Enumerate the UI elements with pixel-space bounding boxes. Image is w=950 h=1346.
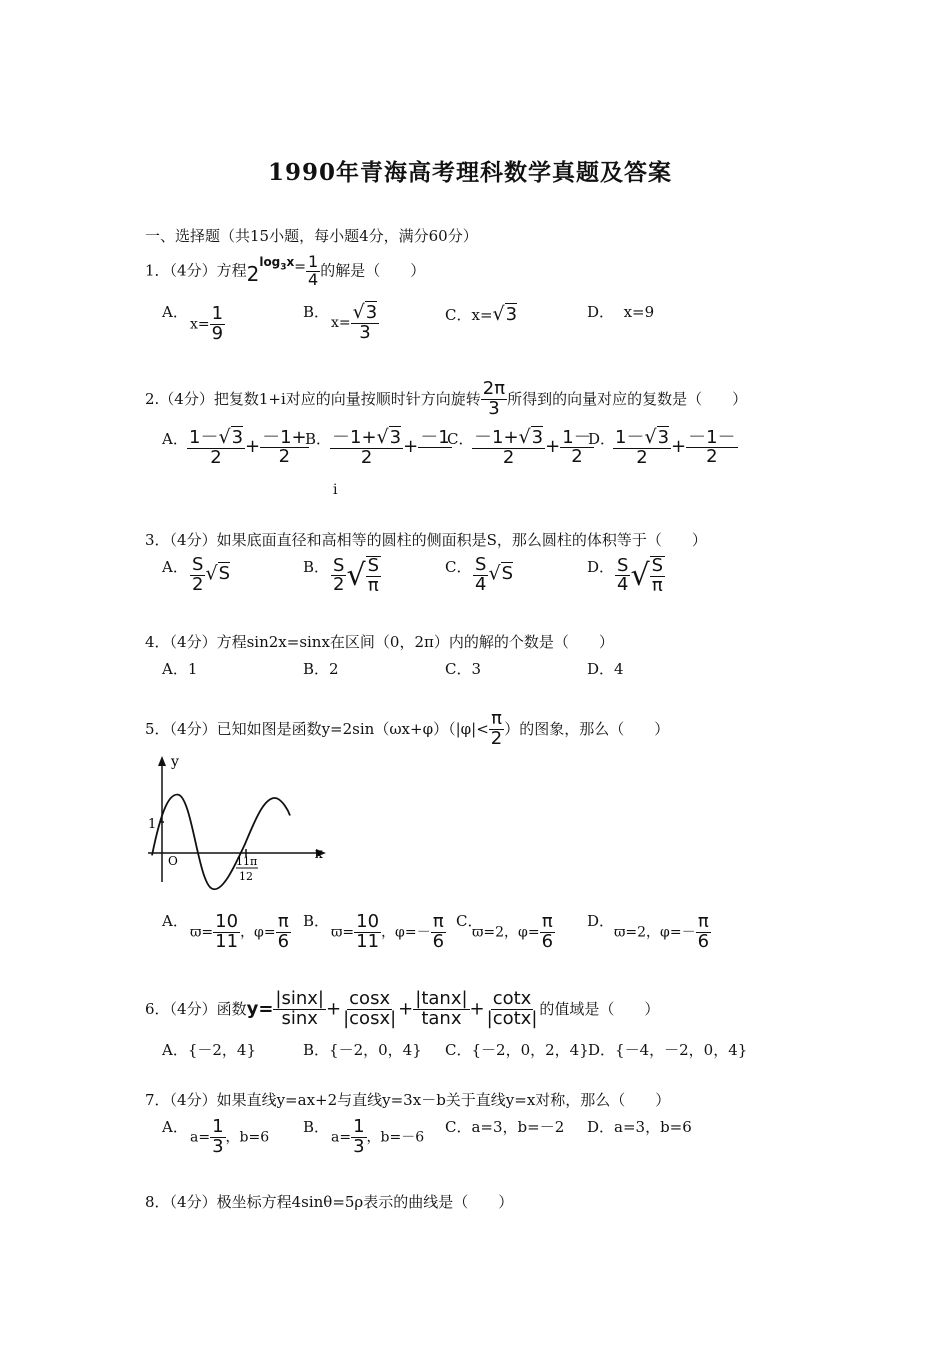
q3-option-a[interactable]: A． xyxy=(162,558,188,576)
q4-option-a[interactable]: A．1 xyxy=(162,660,198,678)
q6-option-c[interactable]: C．{－2，0，2，4} xyxy=(445,1041,589,1059)
q5-option-c-value: ϖ=2，φ= $\frac{\pi}{6}$ xyxy=(472,911,554,952)
q5-option-d[interactable]: D． xyxy=(587,912,615,930)
question-2: 2.（4分）把复数1+i对应的向量按顺时针方向旋转 $\frac{2\pi}{3}$ 所得到的向量对应的复数是（ ） xyxy=(145,378,748,419)
q3-option-c[interactable]: C． xyxy=(445,558,472,576)
q2-option-d[interactable]: D． xyxy=(588,430,616,448)
q7-option-b[interactable]: B． xyxy=(303,1118,330,1136)
q1-option-b[interactable]: B． xyxy=(303,303,330,321)
q7-option-d[interactable]: D．a=3，b=6 xyxy=(587,1118,692,1136)
question-7: 7．（4分）如果直线y=ax+2与直线y=3x－b关于直线y=x对称，那么（ ） xyxy=(145,1091,671,1109)
q6-option-b[interactable]: B．{－2，0，4} xyxy=(303,1041,422,1059)
q1-option-a-value: x= $\frac{1}{9}$ xyxy=(190,303,224,344)
q4-option-c[interactable]: C．3 xyxy=(445,660,482,678)
q3-option-b[interactable]: B． xyxy=(303,558,330,576)
q7-option-b-value: a= $\frac{1}{3}$ ，b=－6 xyxy=(331,1116,425,1157)
q3-option-a-value: $\frac{S}{2}$ √S xyxy=(192,554,230,595)
graph-y-label: y xyxy=(171,754,179,770)
question-1: 1．（4分）方程 2 $\log_3x$ = $\frac{1}{4}$ 的解是（ ） xyxy=(145,252,426,289)
q3-option-b-value: $\frac{S}{2}$ √ $\frac{S}{\pi}$ xyxy=(333,554,380,596)
q4-option-b[interactable]: B．2 xyxy=(303,660,339,678)
q2-option-b-tail: i xyxy=(333,482,338,498)
q1-option-b-value: x= $\frac{√3}{3}$ xyxy=(331,301,378,343)
q5-option-a[interactable]: A． xyxy=(162,912,188,930)
q3-option-d-value: $\frac{S}{4}$ √ $\frac{S}{\pi}$ xyxy=(617,554,664,596)
q2-option-b[interactable]: B． xyxy=(305,430,332,448)
q5-option-c[interactable]: C． xyxy=(456,912,483,930)
page-title: 1990年青海高考理科数学真题及答案 xyxy=(268,159,673,186)
q7-option-a-value: a= $\frac{1}{3}$ ，b=6 xyxy=(190,1116,270,1157)
q2-option-c[interactable]: C． xyxy=(447,430,474,448)
graph-tick-one: 1 xyxy=(148,817,157,832)
q2-option-a[interactable]: A． xyxy=(162,430,188,448)
q5-option-b-value: ϖ= $\frac{10}{11}$ ，φ=－ $\frac{\pi}{6}$ xyxy=(331,911,445,952)
q5-option-b[interactable]: B． xyxy=(303,912,330,930)
graph-origin: O xyxy=(168,854,178,868)
q1-option-a[interactable]: A． xyxy=(162,303,188,321)
q2-option-c-value: $\frac{-1+√3}{2}$ + $\frac{1-}{2}$ xyxy=(474,426,592,468)
q5-option-d-value: ϖ=2，φ=－ $\frac{\pi}{6}$ xyxy=(614,911,710,952)
graph-mark-num: 11π xyxy=(236,855,258,868)
q6-option-d[interactable]: D．{－4，－2，0，4} xyxy=(588,1041,748,1059)
q1-exponential-expression: 2 $\log_3x$ = $\frac{1}{4}$ xyxy=(246,252,319,289)
question-8: 8．（4分）极坐标方程4sinθ=5ρ表示的曲线是（ ） xyxy=(145,1193,514,1211)
q2-option-b-value: $\frac{-1+√3}{2}$ + －1 xyxy=(332,426,450,468)
q1-option-c[interactable]: C．x=√3 xyxy=(445,303,518,325)
question-3: 3．（4分）如果底面直径和高相等的圆柱的侧面积是S，那么圆柱的体积等于（ ） xyxy=(145,531,707,549)
q2-option-d-value: $\frac{1-√3}{2}$ + $\frac{-1-}{2}$ xyxy=(615,426,736,468)
question-6: 6．（4分）函数y= $\frac{|\sin x|}{\sin x}$ + $\frac{\cos x}{|\cos x|}$ + $\frac{|\tan x|}{\tan x}$ + $\frac{\cot x}{|\cot x|}$ 的值域是（ ） xyxy=(145,988,660,1029)
q3-option-d[interactable]: D． xyxy=(587,558,615,576)
q7-option-c[interactable]: C．a=3，b=－2 xyxy=(445,1118,565,1136)
q4-option-d[interactable]: D．4 xyxy=(587,660,624,678)
section-heading: 一、选择题（共15小题，每小题4分，满分60分） xyxy=(145,227,478,245)
q7-option-a[interactable]: A． xyxy=(162,1118,188,1136)
question-1-stem: 1．（4分）方程 xyxy=(145,261,247,280)
sine-graph xyxy=(140,752,340,887)
q6-option-a[interactable]: A．{－2，4} xyxy=(162,1041,257,1059)
q3-option-c-value: $\frac{S}{4}$ √S xyxy=(475,554,513,595)
graph-x-label: x xyxy=(315,846,323,862)
q5-option-a-value: ϖ= $\frac{10}{11}$ ，φ= $\frac{\pi}{6}$ xyxy=(190,911,290,952)
q1-option-d[interactable]: D． x=9 xyxy=(587,303,655,321)
question-4: 4．（4分）方程sin2x=sinx在区间（0，2π）内的解的个数是（ ） xyxy=(145,633,614,651)
q2-option-a-value: $\frac{1-√3}{2}$ + $\frac{-1+}{2}$ xyxy=(189,426,307,468)
graph-mark-den: 12 xyxy=(239,870,253,883)
question-5: 5．（4分）已知如图是函数y=2sin（ωx+φ）（|φ|< $\frac{\pi}{2}$ ）的图象，那么（ ） xyxy=(145,708,670,749)
